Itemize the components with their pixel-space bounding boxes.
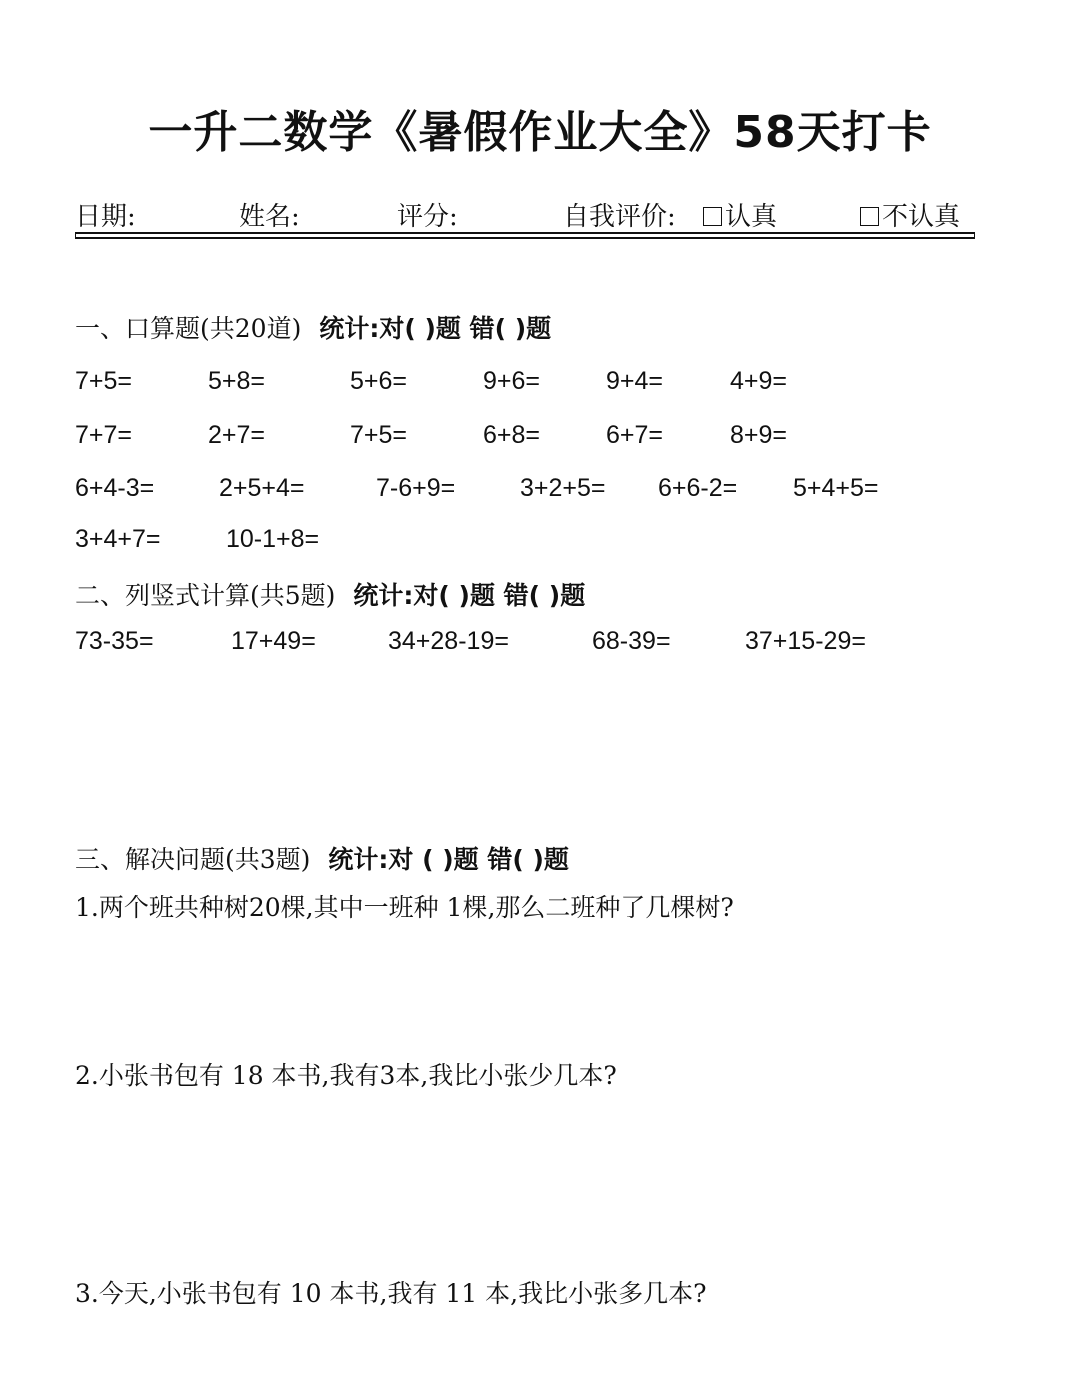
vertical-calc-problem: 68-39= bbox=[592, 627, 671, 655]
vertical-calc-problem: 17+49= bbox=[231, 627, 316, 655]
oral-problem: 5+8= bbox=[208, 367, 266, 395]
section1-heading bbox=[75, 309, 551, 345]
oral-problem: 8+9= bbox=[730, 421, 788, 449]
oral-problem: 6+4-3= bbox=[75, 474, 155, 502]
oral-problem: 6+7= bbox=[606, 421, 664, 449]
serious-option-label: 认真 bbox=[725, 202, 778, 232]
oral-problem: 7-6+9= bbox=[376, 474, 456, 502]
word-problem: 2.小张书包有 18 本书,我有3本,我比小张少几本? bbox=[75, 1061, 617, 1090]
section2-title: 二、列竖式计算(共5题) bbox=[75, 581, 336, 610]
checkbox-icon[interactable] bbox=[860, 207, 879, 226]
oral-problem: 6+6-2= bbox=[658, 474, 738, 502]
word-problem: 1.两个班共种树20棵,其中一班种 1棵,那么二班种了几棵树? bbox=[75, 893, 734, 922]
word-problem: 3.今天,小张书包有 10 本书,我有 11 本,我比小张多几本? bbox=[75, 1279, 707, 1308]
section3-heading bbox=[75, 840, 569, 876]
oral-problem: 2+5+4= bbox=[219, 474, 305, 502]
not-serious-option-label: 不认真 bbox=[882, 202, 961, 232]
date-label: 日期: bbox=[75, 202, 136, 232]
oral-problem: 5+6= bbox=[350, 367, 408, 395]
oral-problem: 9+4= bbox=[606, 367, 664, 395]
worksheet-title: 一升二数学《暑假作业大全》58天打卡 bbox=[148, 107, 932, 158]
vertical-calc-problem: 34+28-19= bbox=[388, 627, 509, 655]
section1-title: 一、口算题(共20道) bbox=[75, 314, 302, 343]
score-label: 评分: bbox=[397, 202, 458, 232]
oral-problem: 3+2+5= bbox=[520, 474, 606, 502]
oral-problem: 7+5= bbox=[75, 367, 133, 395]
serious-option[interactable] bbox=[703, 196, 777, 233]
oral-problem: 10-1+8= bbox=[226, 525, 320, 553]
section3-stat: 统计:对 ( )题 错( )题 bbox=[328, 845, 569, 874]
oral-problem: 6+8= bbox=[483, 421, 541, 449]
section3-title: 三、解决问题(共3题) bbox=[75, 845, 311, 874]
oral-problem: 7+5= bbox=[350, 421, 408, 449]
checkbox-icon[interactable] bbox=[703, 207, 722, 226]
oral-problem: 4+9= bbox=[730, 367, 788, 395]
oral-problem: 5+4+5= bbox=[793, 474, 879, 502]
vertical-calc-problem: 37+15-29= bbox=[745, 627, 866, 655]
oral-problem: 9+6= bbox=[483, 367, 541, 395]
section2-heading bbox=[75, 576, 585, 612]
oral-problem: 2+7= bbox=[208, 421, 266, 449]
name-label: 姓名: bbox=[239, 202, 300, 232]
section2-stat: 统计:对( )题 错( )题 bbox=[353, 581, 586, 610]
not-serious-option[interactable] bbox=[860, 196, 960, 233]
oral-problem: 7+7= bbox=[75, 421, 133, 449]
vertical-calc-problem: 73-35= bbox=[75, 627, 154, 655]
oral-problem: 3+4+7= bbox=[75, 525, 161, 553]
section1-stat: 统计:对( )题 错( )题 bbox=[319, 314, 552, 343]
self-evaluation-label: 自我评价: bbox=[563, 202, 676, 232]
student-info-row bbox=[75, 196, 975, 234]
